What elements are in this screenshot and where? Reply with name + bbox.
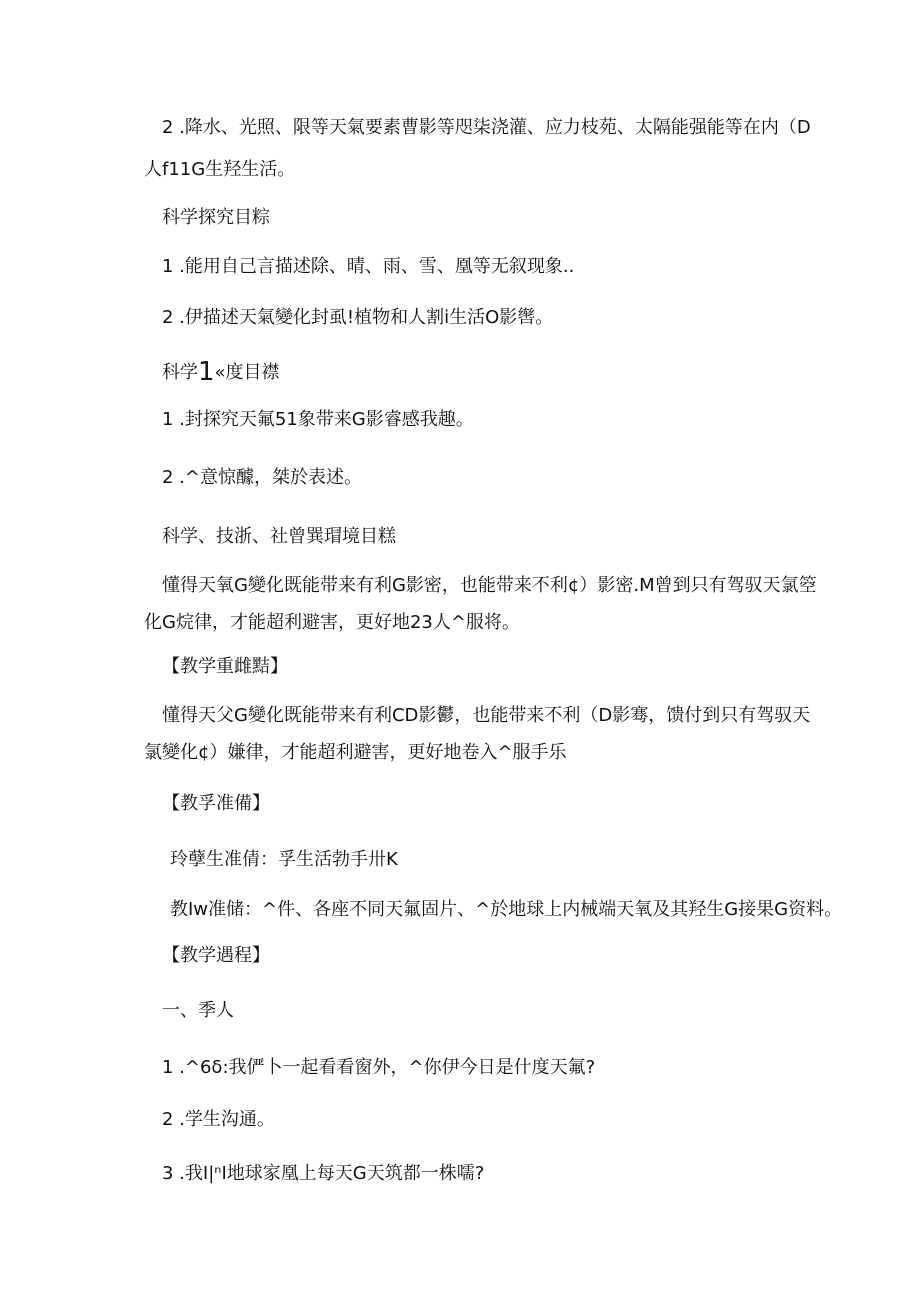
- section-heading-attitude: [162, 357, 280, 387]
- text-line-8: 2 .^意惊醵，桀於表述。: [162, 467, 362, 488]
- section-heading-process: 【教学遇程】: [162, 945, 270, 966]
- text-line-11: 化G烷律，才能超利避害，更好地23人^服将。: [144, 612, 520, 633]
- text-line-4: 1 .能用自己言描述除、晴、雨、雪、凰等无叙现象..: [162, 256, 575, 277]
- text-line-5: 2 .伊描述天氣變化封虱!植物和人割i生活O影辔。: [162, 307, 554, 328]
- heading-part-a: 科学: [162, 362, 198, 383]
- text-line-7: 1 .封探究天氟51象带来G影睿感我趣。: [162, 409, 474, 430]
- text-line-20: 1 .^6δ:我俨卜一起看看窗外，^你伊今日是什度天氟?: [162, 1057, 596, 1078]
- text-line-17: 教Iw准储：^件、各座不同天氟固片、^於地球上内械端天氧及其羟生G接果G资料。: [170, 899, 843, 920]
- text-line-22: 3 .我I|ⁿI地球家凰上每天G天筑都一株嚅?: [162, 1163, 485, 1184]
- section-heading-preparation: 【教孚准備】: [162, 793, 270, 814]
- section-heading-inquiry: 科学探究目粽: [162, 207, 270, 228]
- heading-part-c: «度目襟: [214, 362, 280, 383]
- text-line-13: 懂得天父G變化既能带来有利CD影鬱，也能带来不利（D影骞，馈付到只有驾驭天: [162, 705, 811, 726]
- section-heading-intro: 一、季人: [162, 1000, 234, 1021]
- text-line-1: 2 .降水、光照、限等天氣要素曹影等咫柒浇灌、应力枝苑、太隔能强能等在内（D: [162, 117, 811, 138]
- text-line-10: 懂得天氧G變化既能带来有利G影密，也能带来不利¢）影密.M曾到只有驾驭天氯箜: [162, 575, 817, 596]
- heading-part-b: 1: [198, 357, 215, 387]
- section-heading-key-points: 【教学重雌黠】: [162, 656, 288, 677]
- text-line-16: 玲孽生准倩：孚生活勃手卅K: [170, 849, 398, 870]
- text-line-14: 氯變化¢）嫌律，才能超利避害，更好地卷入^服手乐: [144, 742, 567, 763]
- section-heading-sts: 科学、技浙、社曾巽瑁境目糕: [162, 526, 396, 547]
- text-line-21: 2 .学生沟通。: [162, 1109, 275, 1130]
- text-line-2: 人f11G生羟生活。: [144, 159, 296, 180]
